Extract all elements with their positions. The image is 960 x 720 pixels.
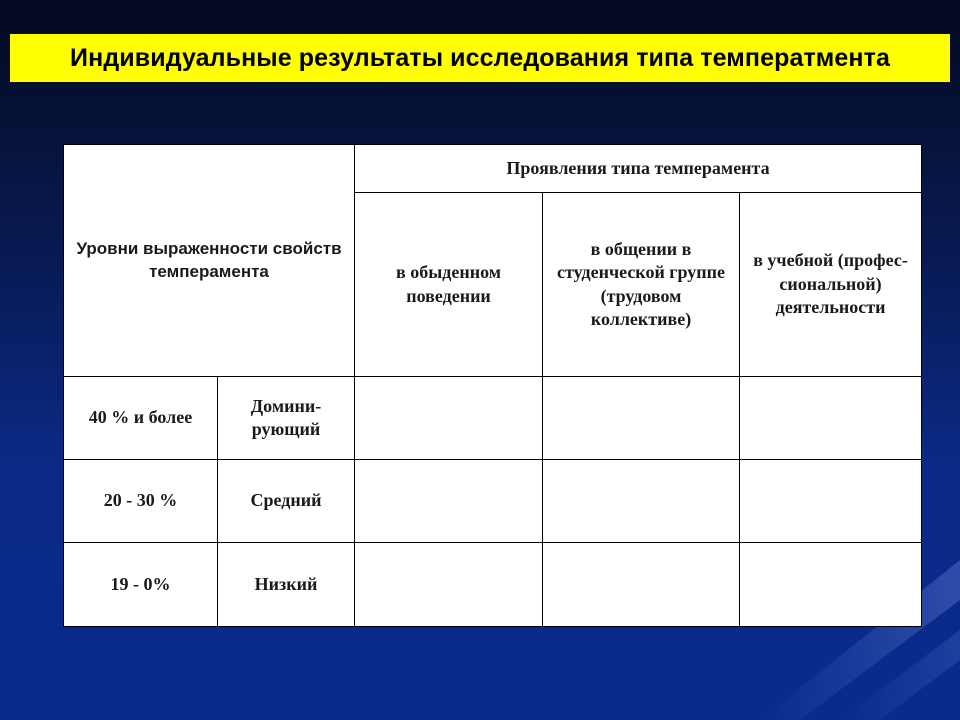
sub-header-communication: в общении в студенческой группе (трудовом коллективе) <box>543 193 740 377</box>
input-cell-professional[interactable] <box>740 543 922 627</box>
level-cell: Домини-рующий <box>218 377 355 460</box>
input-cell-communication[interactable] <box>543 460 740 543</box>
input-cell-communication[interactable] <box>543 377 740 460</box>
slide-title: Индивидуальные результаты исследования типа температмента <box>70 43 890 72</box>
input-cell-professional[interactable] <box>740 460 922 543</box>
levels-header: Уровни выраженности свойств темперамента <box>64 145 355 377</box>
input-cell-communication[interactable] <box>543 543 740 627</box>
range-cell: 40 % и более <box>64 377 218 460</box>
input-cell-everyday[interactable] <box>355 543 543 627</box>
range-cell: 20 - 30 % <box>64 460 218 543</box>
sub-header-everyday: в обыденном поведении <box>355 193 543 377</box>
input-cell-everyday[interactable] <box>355 460 543 543</box>
range-cell: 19 - 0% <box>64 543 218 627</box>
table-row <box>64 460 922 543</box>
temperament-results-table <box>63 144 922 627</box>
input-cell-professional[interactable] <box>740 377 922 460</box>
level-cell: Средний <box>218 460 355 543</box>
table-row <box>64 543 922 627</box>
sub-header-professional: в учебной (профес-сиональной) деятельности <box>740 193 922 377</box>
input-cell-everyday[interactable] <box>355 377 543 460</box>
table-row <box>64 377 922 460</box>
title-banner <box>10 34 950 82</box>
level-cell: Низкий <box>218 543 355 627</box>
manifestations-header: Проявления типа темперамента <box>355 145 922 193</box>
